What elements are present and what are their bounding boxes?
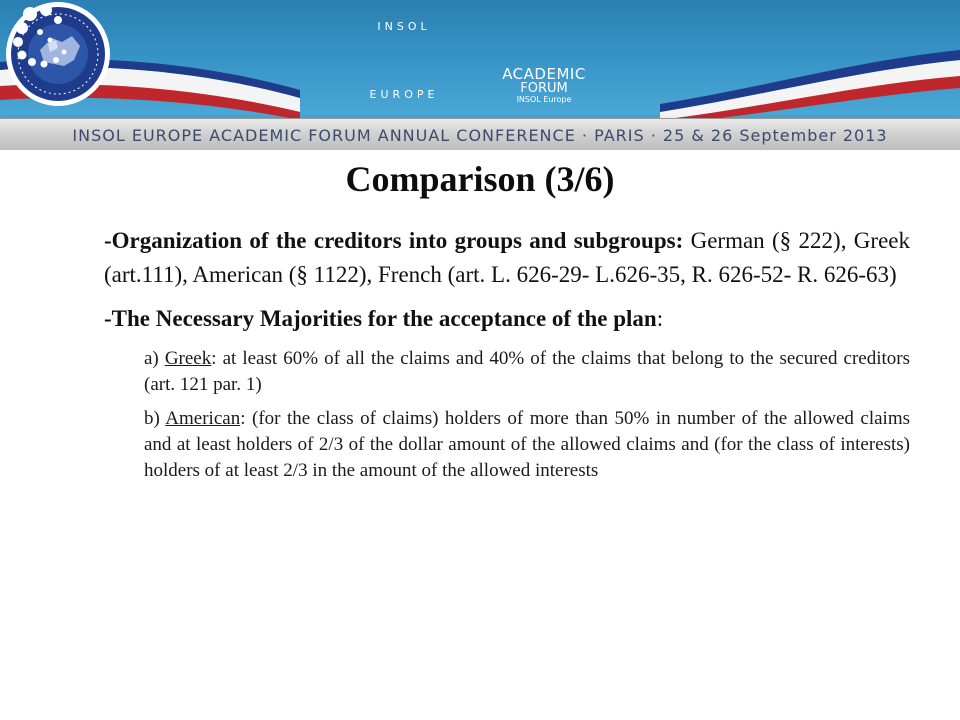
academic-forum-sub: INSOL Europe bbox=[516, 95, 572, 104]
slide-content bbox=[104, 224, 910, 484]
academic-forum-forum: FORUM bbox=[520, 81, 568, 96]
conference-title: INSOL EUROPE ACADEMIC FORUM ANNUAL CONFERENCE · PARIS · 25 & 26 September 2013 bbox=[72, 125, 888, 145]
insol-logo-top-word: INSOL bbox=[377, 20, 431, 33]
sub-item-greek-text: : at least 60% of all the claims and 40% of the claims that belong to the secured creditors (art. 121 par. 1) bbox=[144, 348, 910, 395]
sub-item-american-text: : (for the class of claims) holders of more than 50% in number of the allowed claims and at least holders of 2/3 of the dollar amount of the allowed claims and (for the class of interests) holders of at least 2/3 in the amount of the allowed interests bbox=[144, 408, 911, 481]
point-organization-heading: -Organization of the creditors into groups and subgroups: bbox=[104, 228, 684, 253]
point-majorities-colon: : bbox=[656, 306, 664, 331]
point-majorities bbox=[104, 302, 910, 336]
insol-logo-text bbox=[346, 6, 462, 114]
point-organization bbox=[104, 224, 910, 292]
sub-item-greek bbox=[144, 346, 910, 398]
academic-forum-dots-icon bbox=[0, 0, 130, 114]
sub-item-american-label: American bbox=[165, 408, 241, 429]
conference-bar bbox=[0, 118, 960, 150]
academic-forum-title: ACADEMIC bbox=[502, 65, 586, 83]
sub-item-greek-label: Greek bbox=[164, 348, 212, 369]
sub-item-american bbox=[144, 406, 910, 484]
sub-item-greek-prefix: a) bbox=[144, 348, 165, 369]
point-organization-text: German (§ 222), Greek (art.111), American (§ 1122), French (art. L. 626-29- L.626-35, R. 626-52- R. 626-63) bbox=[104, 228, 910, 287]
slide-title: Comparison (3/6) bbox=[345, 159, 615, 199]
sub-item-american-prefix: b) bbox=[144, 408, 166, 429]
academic-forum-logo-text bbox=[494, 66, 594, 105]
header-banner bbox=[0, 0, 960, 150]
insol-logo-bottom-word: EUROPE bbox=[369, 88, 439, 101]
point-majorities-heading: -The Necessary Majorities for the acceptance of the plan bbox=[104, 306, 657, 331]
